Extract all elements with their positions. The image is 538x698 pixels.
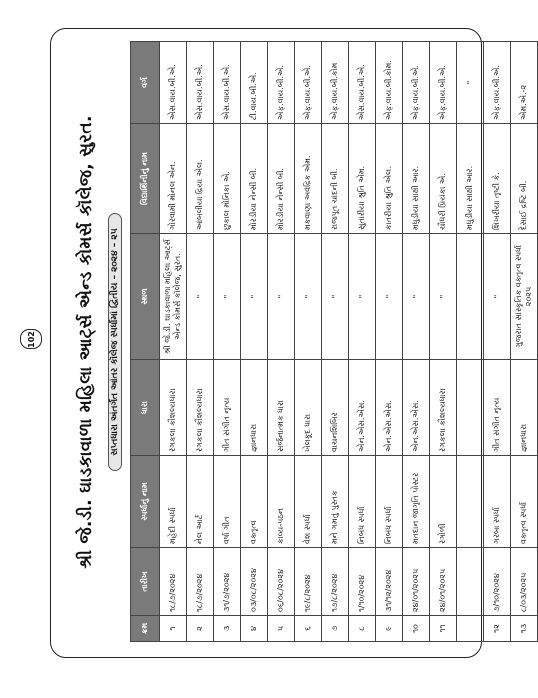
row-class: એફ.વાય.બી.એ. bbox=[430, 42, 457, 124]
row-no: ૯ bbox=[376, 616, 403, 642]
row-dhara: રંગકલા કૌશલ્યધારા bbox=[430, 360, 457, 456]
table-header-row bbox=[131, 42, 160, 642]
row-venue: " bbox=[214, 234, 241, 360]
table-row bbox=[511, 42, 538, 642]
row-student: મધુડીયા સાક્ષી આર. bbox=[403, 124, 430, 234]
row-dhara: ગીત સંગીત નૃત્ય bbox=[214, 360, 241, 456]
row-dhara: વાચનશિબિર bbox=[322, 360, 349, 456]
row-no: ૮ bbox=[349, 616, 376, 642]
row-dhara: સર્જનાત્મક ધારા bbox=[268, 360, 295, 456]
row-no: ૧૧ bbox=[430, 616, 457, 642]
header-date: તારીખ bbox=[131, 548, 160, 616]
row-student: મોરડીયા નેન્સી બી. bbox=[241, 124, 268, 234]
table-row bbox=[295, 42, 322, 642]
table-row bbox=[322, 42, 349, 642]
header-competition: સ્પર્ધાનું નામ bbox=[131, 456, 160, 548]
row-venue: " bbox=[376, 234, 403, 360]
row-date: ૦૬/૦૮/૨૦૨૪ bbox=[268, 548, 295, 616]
row-competition: રંગોળી bbox=[430, 456, 457, 548]
table-row bbox=[160, 42, 187, 642]
row-date: ૧૮/૭/૨૦૨૪ bbox=[187, 548, 214, 616]
row-class: ટી.વાય.બી.એ. bbox=[241, 42, 268, 124]
row-competition bbox=[457, 456, 484, 548]
header-venue: સ્થળ bbox=[131, 234, 160, 360]
table-row bbox=[430, 42, 457, 642]
row-venue: શ્રી જે.ડી. ઘાડકાવાળા મહિલા આર્ટ્સ એન્ડ કોમર્સ કૉલેજ, સુરત. bbox=[160, 234, 187, 360]
page-subtitle: સપ્તધારા અંતર્ગત આંતર કૉલેજ સ્પર્ધામાં દ્વિતીય – ૨૦૨૪ – ૨૫ bbox=[108, 213, 122, 470]
row-no: ૫ bbox=[268, 616, 295, 642]
row-dhara: જ્ઞાનધારા bbox=[241, 360, 268, 456]
row-date: ૦૩/૦૮/૨૦૨૪ bbox=[241, 548, 268, 616]
row-no: ૭ bbox=[322, 616, 349, 642]
header-class: વર્ગ bbox=[131, 42, 160, 124]
table-row bbox=[484, 42, 511, 642]
page-number: 102 bbox=[26, 330, 36, 348]
row-date: ૧૭/૮/૨૦૨૪ bbox=[322, 548, 349, 616]
row-class: એસ.વાય.બી.એ. bbox=[214, 42, 241, 124]
row-class: એમ.એ.-૨ bbox=[511, 42, 538, 124]
row-class: " bbox=[457, 42, 484, 124]
row-dhara: ખેલકૂદ ધારા bbox=[295, 360, 322, 456]
row-class: એસ.વાય.બી.એ. bbox=[187, 42, 214, 124]
table-row bbox=[241, 42, 268, 642]
table-row bbox=[457, 42, 484, 642]
row-class: એફ.વાય.બી.એ. bbox=[268, 42, 295, 124]
header-student: વિદ્યાર્થિનીનું નામ bbox=[131, 124, 160, 234]
row-venue: " bbox=[187, 234, 214, 360]
row-student: ચૌધરી પ્રિયંકા એ. bbox=[430, 124, 457, 234]
row-dhara: જ્ઞાનધારા bbox=[511, 360, 538, 456]
row-venue: " bbox=[403, 234, 430, 360]
row-date: ૨૪/૦૧/૨૦૨૫ bbox=[403, 548, 430, 616]
row-student: મધુડીયા સાક્ષી આર. bbox=[457, 124, 484, 234]
row-student: મોરડીયા નેન્સી બી. bbox=[268, 124, 295, 234]
row-competition: વેશ સ્પર્ધા bbox=[295, 456, 322, 548]
table-row bbox=[187, 42, 214, 642]
table-row bbox=[268, 42, 295, 642]
row-dhara: રંગકલા કૌશલ્યધારા bbox=[187, 360, 214, 456]
row-no: ૩ bbox=[214, 616, 241, 642]
row-date: ૧૮/૭/૨૦૨૪ bbox=[160, 548, 187, 616]
row-date: ૧/૧૦/૨૦૨૪ bbox=[349, 548, 376, 616]
row-student: કાતરીયા શ્રુતિ એલ. bbox=[376, 124, 403, 234]
row-date: ૧૯/૮/૨૦૨૪ bbox=[295, 548, 322, 616]
row-competition: ગરબા સ્પર્ધા bbox=[484, 456, 511, 548]
table-body bbox=[160, 42, 538, 642]
row-class: એફ.વાય.બી.એ. bbox=[484, 42, 511, 124]
results-table bbox=[130, 41, 538, 642]
row-student: આંબલીયા દ્રિયા એલ. bbox=[187, 124, 214, 234]
row-student: રાજપૂત ચાંદની બી. bbox=[322, 124, 349, 234]
row-student: છુકાલ મોનિકા એ. bbox=[214, 124, 241, 234]
row-class: એફ.વાય.બી.કોમ. bbox=[376, 42, 403, 124]
table-row bbox=[214, 42, 241, 642]
row-student: દેસાઈ દ્રષ્ટિ બી. bbox=[511, 124, 538, 234]
row-date bbox=[457, 548, 484, 616]
row-competition: મતદાન જાગૃતિ પોસ્ટર bbox=[403, 456, 430, 548]
table-row bbox=[376, 42, 403, 642]
row-venue: " bbox=[322, 234, 349, 360]
row-class: એફ.વાય.બી.એ. bbox=[295, 42, 322, 124]
row-class: એફ.વાય.બી.એ. bbox=[403, 42, 430, 124]
row-venue: " bbox=[268, 234, 295, 360]
header-dhara: ધારા bbox=[131, 360, 160, 456]
row-no: ૧૦ bbox=[403, 616, 430, 642]
row-class: એસ.વાય.બી.એ. bbox=[160, 42, 187, 124]
row-competition: વક્તૃત્વ સ્પર્ધા bbox=[511, 456, 538, 548]
row-dhara: એન.એસ.એસ. bbox=[403, 360, 430, 456]
row-class: એફ.વાય.બી.કોમ bbox=[322, 42, 349, 124]
row-no: ૧૨ bbox=[484, 616, 511, 642]
row-competition: કાવ્ય-પઠન bbox=[268, 456, 295, 548]
row-dhara bbox=[457, 360, 484, 456]
row-class: એસ.વાય.બી.એ. bbox=[349, 42, 376, 124]
row-student: શિખરીયા તૃષ્ટી કે. bbox=[484, 124, 511, 234]
row-dhara: રંગકલા કૌશલ્યધારા bbox=[160, 360, 187, 456]
row-venue: ગુજરાત સાંસ્કૃતિક વક્તૃત્વ સ્પર્ધા ૨૦૨૫ bbox=[511, 234, 538, 360]
row-dhara: એન.એસ.એસ. bbox=[349, 360, 376, 456]
page-number-badge bbox=[20, 329, 42, 349]
row-venue: " bbox=[484, 234, 511, 360]
row-competition: મહેંદી સ્પર્ધા bbox=[160, 456, 187, 548]
row-student: મકવાણા અવંદ્રિક એમ. bbox=[295, 124, 322, 234]
row-venue bbox=[457, 234, 484, 360]
table-row bbox=[403, 42, 430, 642]
row-date: ૨૪/૦૧/૨૦૨૫ bbox=[430, 548, 457, 616]
row-competition: વર્ષા ગીત bbox=[214, 456, 241, 548]
row-date: ૮/૦૩/૨૦૨૫ bbox=[511, 548, 538, 616]
header-no: ક્રમ bbox=[131, 616, 160, 642]
row-venue: " bbox=[430, 234, 457, 360]
row-date: ૭/૧૦/૨૦૨૪ bbox=[484, 548, 511, 616]
row-competition: નિબંધ સ્પર્ધા bbox=[376, 456, 403, 548]
row-no: ૧ bbox=[160, 616, 187, 642]
row-competition: નિબંધ સ્પર્ધા bbox=[349, 456, 376, 548]
row-no: ૪ bbox=[241, 616, 268, 642]
row-venue: " bbox=[295, 234, 322, 360]
page-title: શ્રી જે.ડી. ઘાડકાવાળા મહિલા આર્ટ્સ એન્ડ કોમર્સ કૉલેજ, સુરત. bbox=[76, 115, 96, 569]
row-no: ૧૩ bbox=[511, 616, 538, 642]
row-date: ૩૧/૭/૨૦૨૪ bbox=[214, 548, 241, 616]
row-student: સુતારીયા શ્રુતિ એમ. bbox=[349, 124, 376, 234]
row-no: ૨ bbox=[187, 616, 214, 642]
row-dhara: ગીત સંગીત નૃત્ય bbox=[484, 360, 511, 456]
table-row bbox=[349, 42, 376, 642]
row-student: ગોરવામી મોનલ એન. bbox=[160, 124, 187, 234]
rotated-content bbox=[67, 42, 533, 642]
row-no: ૬ bbox=[295, 616, 322, 642]
row-no bbox=[457, 616, 484, 642]
row-competition: વક્તૃત્વ bbox=[241, 456, 268, 548]
row-venue: " bbox=[349, 234, 376, 360]
row-competition: મને ગમતું પુસ્તક bbox=[322, 456, 349, 548]
row-dhara: એન.એસ.એસ. bbox=[376, 360, 403, 456]
row-competition: નેલ આર્ટ bbox=[187, 456, 214, 548]
row-venue: " bbox=[241, 234, 268, 360]
row-date: ૩૧/૧૨/૨૦૨૪ bbox=[376, 548, 403, 616]
